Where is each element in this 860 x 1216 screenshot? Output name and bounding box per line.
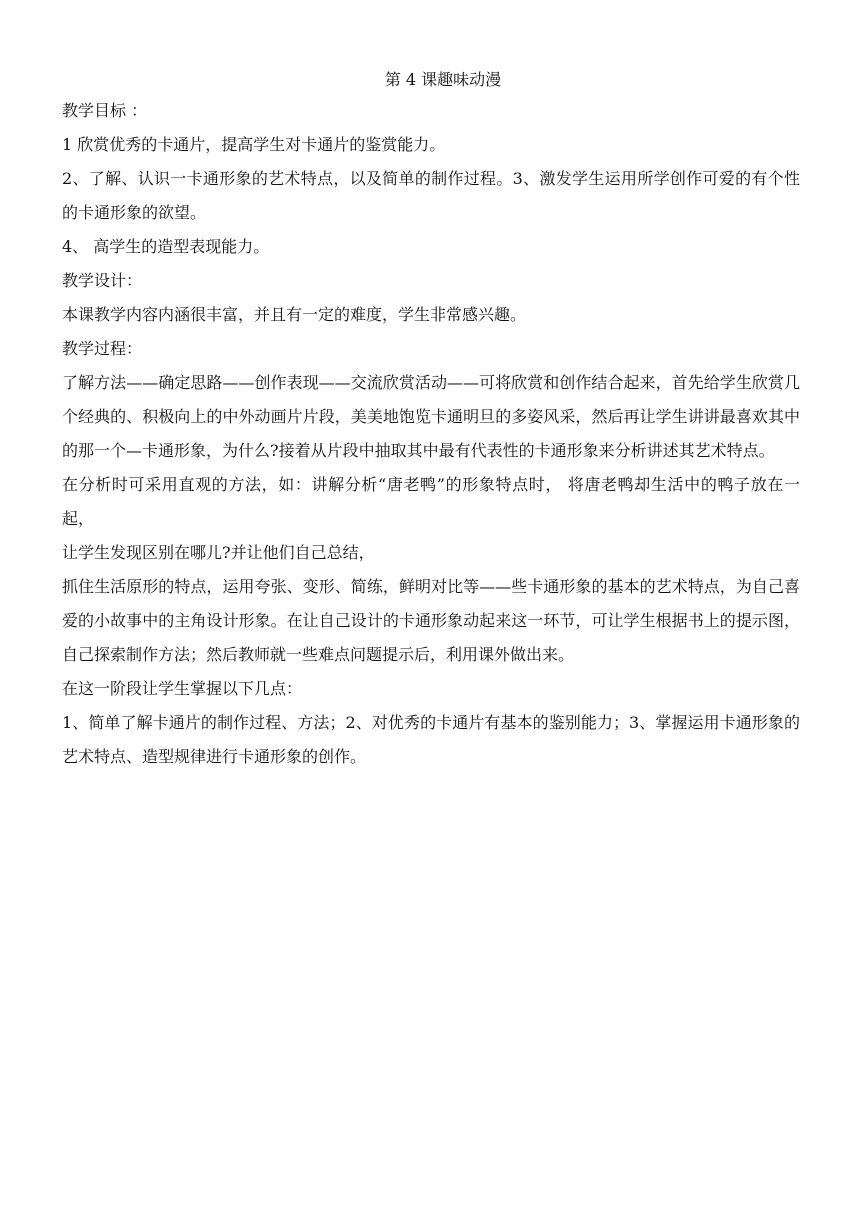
paragraph-teaching-design-heading: 教学设计： — [62, 271, 143, 290]
paragraph-teaching-design: 本课教学内容内涵很丰富，并且有一定的难度，学生非常感兴趣。 — [62, 305, 527, 324]
paragraph-stage-points: 1、简单了解卡通片的制作过程、方法；2、对优秀的卡通片有基本的鉴别能力；3、掌握运用卡通形象的艺术特点、造型规律进行卡通形象的创作。 — [62, 713, 800, 766]
document-title: 第 4 课趣味动漫 — [384, 70, 502, 89]
paragraph-goal-2-3: 2、了解、认识一卡通形象的艺术特点，以及简单的制作过程。3、激发学生运用所学创作可爱的有个性的卡通形象的欲望。 — [62, 169, 800, 222]
paragraph-analysis-method: 在分析时可采用直观的方法，如：讲解分析“唐老鸭”的形象特点时， 将唐老鸭却生活中的鸭子放在一起， — [62, 475, 800, 528]
paragraph-teaching-process-heading: 教学过程： — [62, 339, 143, 358]
document-body — [62, 66, 800, 774]
paragraph-student-discovery: 让学生发现区别在哪儿?并让他们自己总结， — [62, 543, 375, 562]
paragraph-goal-1: 1 欣赏优秀的卡通片，提高学生对卡通片的鉴赏能力。 — [62, 135, 446, 154]
paragraph-design-practice: 抓住生活原形的特点，运用夸张、变形、简练，鲜明对比等——些卡通形象的基本的艺术特点，为自己喜爱的小故事中的主角设计形象。在让自己设计的卡通形象动起来这一环节，可让学生根据书上的提示图，自己探索制作方法；然后教师就一些难点问题提示后，利用课外做出来。 — [62, 577, 800, 664]
paragraph-stage-points-heading: 在这一阶段让学生掌握以下几点： — [62, 679, 303, 698]
paragraph-goal-4: 4、 高学生的造型表现能力。 — [62, 237, 270, 256]
paragraph-teaching-goals-heading: 教学目标 ： — [62, 101, 148, 120]
paragraph-process-overview: 了解方法——确定思路——创作表现——交流欣赏活动——可将欣赏和创作结合起来，首先给学生欣赏几个经典的、积极向上的中外动画片片段，美美地饱览卡通明旦的多姿风采，然后再让学生讲讲最喜欢其中的那一个—卡通形象，为什么?接着从片段中抽取其中最有代表性的卡通形象来分析讲述其艺术特点。 — [62, 373, 800, 460]
